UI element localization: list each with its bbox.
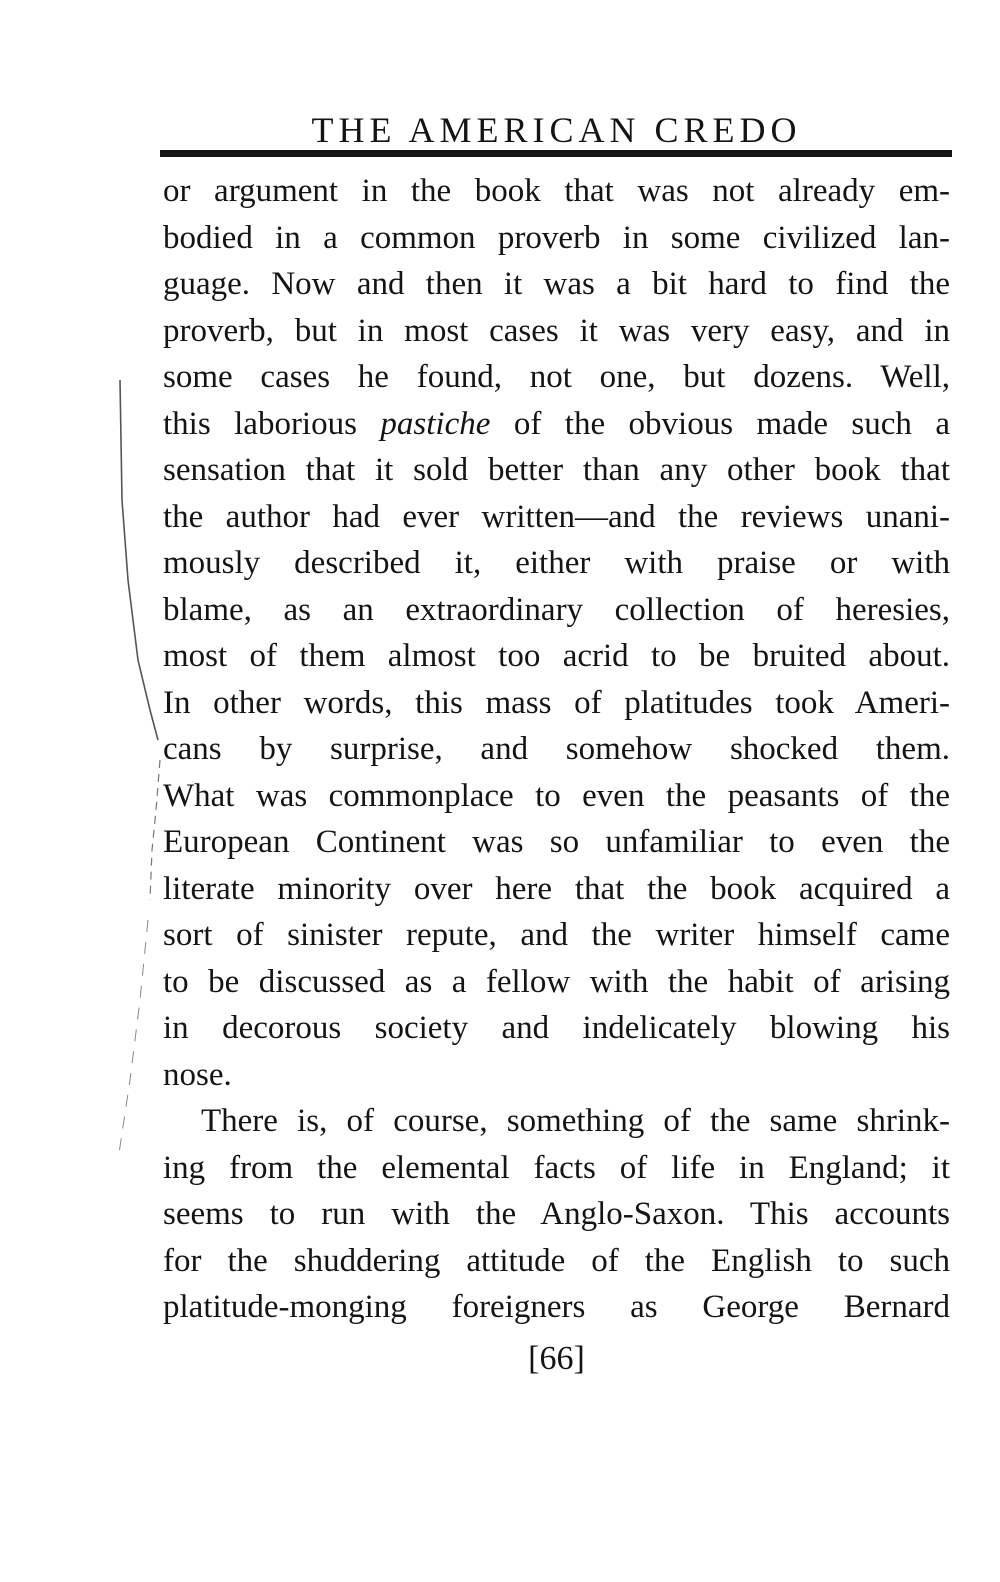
text-line: to be discussed as a fellow with the habit of arising <box>163 963 950 1000</box>
text-line: sort of sinister repute, and the writer himself came <box>163 917 950 953</box>
italic-word: pastiche <box>380 405 491 442</box>
text-line: mously described it, either with praise or with <box>163 545 950 581</box>
text-line: for the shuddering attitude of the English to such <box>163 1242 950 1279</box>
text-line: platitude-monging foreigners as George Bernard <box>163 1289 950 1325</box>
text-line: some cases he found, not one, but dozens. Well, <box>163 359 950 395</box>
text-line: In other words, this mass of platitudes took Ameri- <box>163 684 950 721</box>
body-text <box>163 168 950 1331</box>
text-line-end: of the obvious made such a <box>513 405 950 442</box>
text-line: the author had ever written—and the reviews unani- <box>163 498 950 535</box>
text-line-with-italic <box>163 401 950 448</box>
text-line: bodied in a common proverb in some civilized lan- <box>163 219 950 256</box>
text-line: most of them almost too acrid to be bruited about. <box>163 638 950 674</box>
header-rule <box>160 150 952 157</box>
text-line: sensation that it sold better than any other book that <box>163 452 950 488</box>
text-line: European Continent was so unfamiliar to even the <box>163 824 950 860</box>
text-line: or argument in the book that was not already em- <box>163 173 950 209</box>
text-line: proverb, but in most cases it was very easy, and in <box>163 312 950 349</box>
text-line: cans by surprise, and somehow shocked them. <box>163 731 950 767</box>
text-line: blame, as an extraordinary collection of heresies, <box>163 591 950 628</box>
paragraph-first-line: There is, of course, something of the same shrink- <box>201 1103 950 1139</box>
text-line-start: this laborious <box>163 405 357 442</box>
running-head: THE AMERICAN CREDO <box>311 110 802 150</box>
text-line: ing from the elemental facts of life in England; it <box>163 1149 950 1186</box>
text-line: guage. Now and then it was a bit hard to find the <box>163 266 950 302</box>
margin-pencil-mark <box>100 380 170 1180</box>
text-line: literate minority over here that the book acquired a <box>163 870 950 907</box>
text-line: in decorous society and indelicately blowing his <box>163 1010 950 1046</box>
page-number: [66] <box>528 1340 585 1377</box>
text-line: What was commonplace to even the peasants of the <box>163 777 950 814</box>
text-line: seems to run with the Anglo-Saxon. This accounts <box>163 1196 950 1232</box>
paragraph-last-line: nose. <box>163 1056 232 1093</box>
